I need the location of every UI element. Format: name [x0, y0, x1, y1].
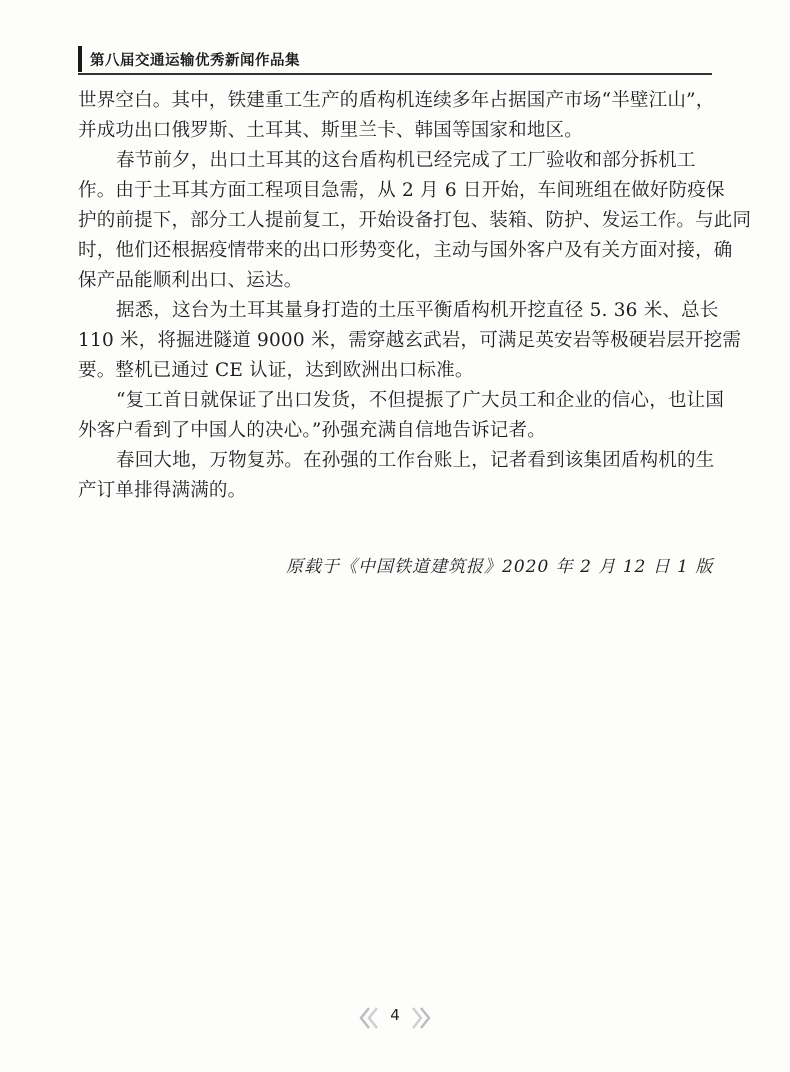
text-line: “复工首日就保证了出口发货，不但提振了广大员工和企业的信心，也让国 — [116, 390, 725, 411]
text-line: 据悉，这台为土耳其量身打造的土压平衡盾构机开挖直径 5. 36 米、总长 — [116, 300, 719, 321]
text-line: 世界空白。其中，铁建重工生产的盾构机连续多年占据国产市场“半壁江山”， — [78, 90, 715, 111]
text-line: 外客户看到了中国人的决心。”孙强充满自信地告诉记者。 — [78, 420, 546, 441]
text-line: 保产品能顺利出口、运达。 — [78, 270, 303, 291]
text-line: 110 米，将掘进隧道 9000 米，需穿越玄武岩，可满足英安岩等极硬岩层开挖需 — [78, 330, 742, 351]
text-line: 护的前提下，部分工人提前复工，开始设备打包、装箱、防护、发运工作。与此同 — [78, 210, 752, 231]
article-body — [78, 86, 752, 506]
text-line: 并成功出口俄罗斯、土耳其、斯里兰卡、韩国等国家和地区。 — [78, 120, 583, 141]
header-title: 第八届交通运输优秀新闻作品集 — [90, 53, 300, 69]
text-line: 春节前夕，出口土耳其的这台盾构机已经完成了工厂验收和部分拆机工 — [116, 150, 696, 171]
page-number: 4 — [390, 1006, 400, 1024]
text-line: 作。由于土耳其方面工程项目急需，从 2 月 6 日开始，车间班组在做好防疫保 — [78, 180, 725, 201]
text-line: 时，他们还根据疫情带来的出口形势变化，主动与国外客户及有关方面对接，确 — [78, 240, 733, 261]
text-line: 要。整机已通过 CE 认证，达到欧洲出口标准。 — [78, 360, 474, 381]
source-note: 原载于《中国铁道建筑报》2020 年 2 月 12 日 1 版 — [286, 557, 714, 577]
text-line: 产订单排得满满的。 — [78, 480, 247, 501]
header-rule — [78, 73, 712, 75]
page-footer — [355, 1004, 435, 1032]
double-chevron-right-icon — [407, 1004, 435, 1032]
header-accent-bar — [78, 46, 82, 72]
running-header — [78, 46, 712, 76]
text-line: 春回大地，万物复苏。在孙强的工作台账上，记者看到该集团盾构机的生 — [116, 450, 715, 471]
